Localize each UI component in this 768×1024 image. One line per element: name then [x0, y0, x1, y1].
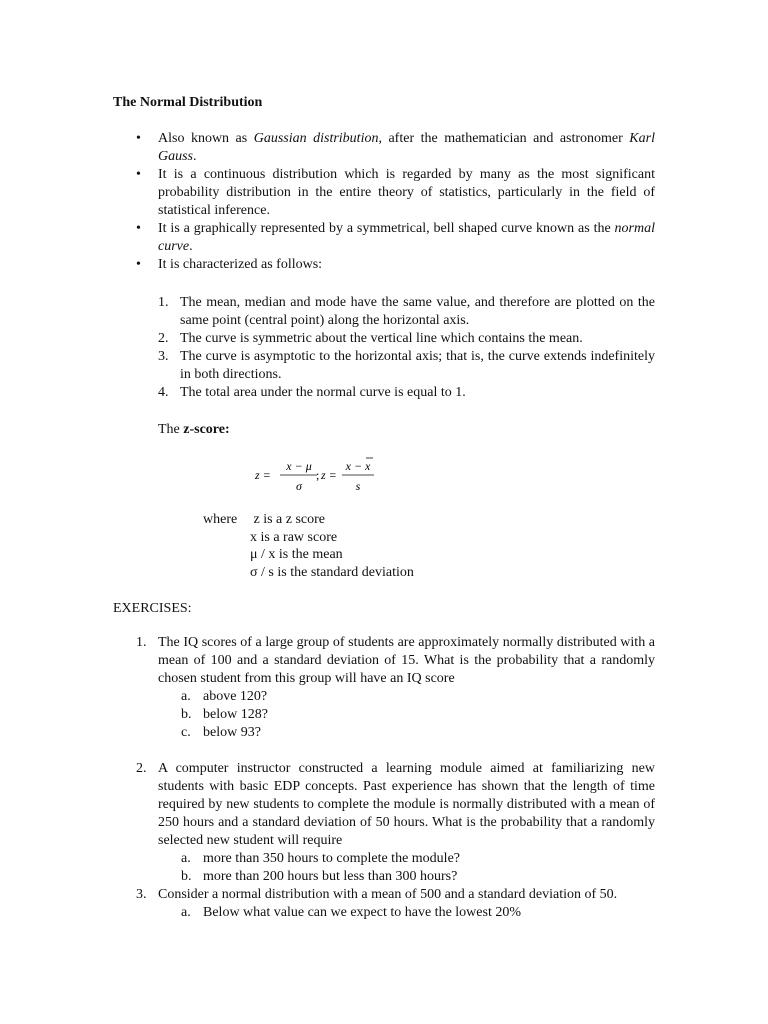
definition-sd: σ / s is the standard deviation	[250, 564, 414, 580]
bullet-text: , after the mathematician and astronomer	[378, 131, 630, 146]
bullet-icon: •	[136, 131, 141, 146]
exercise-item	[136, 634, 655, 742]
exercise-subitem	[181, 688, 655, 706]
subitem-text: Below what value can we expect to have the lowest 20%	[203, 905, 522, 920]
formula-separator: ;	[316, 468, 320, 482]
emphasis-text: normal curve	[158, 221, 655, 254]
exercise-text: A computer instructor constructed a learning module aimed at familiarizing new students with basic EDP concepts. Past experience has shown that the length of time required by new students to complete the module is normally distributed with a mean of 250 hours and a standard deviation of 50 hours. What is the probability that a randomly selected new student will require	[158, 761, 655, 848]
formula-denominator-1: σ	[296, 479, 302, 493]
definition-z: z is a z score	[253, 512, 326, 527]
exercise-subitem	[181, 724, 655, 742]
formula-denominator-2: s	[355, 479, 361, 493]
exercise-text: Consider a normal distribution with a mean of 500 and a standard deviation of 50.	[158, 887, 618, 902]
exercise-number: 2.	[136, 761, 147, 776]
bullet-list	[136, 130, 655, 274]
item-number: 1.	[158, 295, 169, 310]
zscore-label: z-score:	[183, 422, 230, 437]
bullet-text: It is characterized as follows:	[158, 257, 323, 272]
bullet-text: Also known as	[158, 131, 254, 146]
bullet-text: It is a graphically represented by a symmetrical, bell shaped curve known as the	[158, 221, 615, 236]
exercise-subitem	[181, 904, 655, 922]
subitem-letter: b.	[181, 707, 192, 722]
bullet-text: It is a continuous distribution which is regarded by many as the most significant probability distribution in the entire theory of statistics, particularly in the field of statistical inference.	[158, 167, 655, 218]
formula-lhs-2: z =	[321, 468, 337, 482]
zscore-prefix: The	[158, 422, 184, 437]
characteristic-item	[158, 384, 655, 402]
bullet-text: .	[189, 239, 193, 254]
subitem-letter: a.	[181, 905, 191, 920]
exercise-subitem	[181, 868, 655, 886]
bullet-icon: •	[136, 257, 141, 272]
emphasis-text: Karl Gauss	[158, 131, 655, 164]
zscore-heading	[158, 421, 230, 439]
exercise-subitem	[181, 850, 655, 868]
subitem-letter: b.	[181, 869, 192, 884]
item-number: 3.	[158, 349, 169, 364]
where-label: where	[203, 512, 238, 527]
exercise-subitem	[181, 706, 655, 724]
definition-x: x is a raw score	[250, 529, 338, 545]
emphasis-text: Gaussian distribution	[253, 131, 379, 146]
characteristics-list	[158, 294, 655, 402]
zscore-formula	[255, 456, 395, 496]
characteristic-item	[158, 294, 655, 330]
subitem-letter: c.	[181, 725, 191, 740]
subitem-text: below 128?	[203, 707, 268, 722]
item-number: 4.	[158, 385, 169, 400]
bullet-item	[136, 130, 655, 166]
subitem-text: more than 200 hours but less than 300 hours?	[203, 869, 458, 884]
subitem-letter: a.	[181, 689, 191, 704]
item-text: The curve is symmetric about the vertical line which contains the mean.	[180, 331, 583, 346]
bullet-icon: •	[136, 221, 141, 236]
formula-lhs-1: z =	[255, 468, 271, 482]
definition-mean: μ / x is the mean	[250, 547, 343, 562]
bullet-item	[136, 220, 655, 256]
exercise-item	[136, 760, 655, 886]
item-text: The total area under the normal curve is equal to 1.	[180, 385, 466, 400]
subitem-text: below 93?	[203, 725, 261, 740]
definitions-list	[250, 511, 414, 581]
exercise-item	[136, 886, 655, 922]
characteristic-item	[158, 348, 655, 384]
exercise-text: The IQ scores of a large group of students are approximately normally distributed with a mean of 100 and a standard deviation of 15. What is the probability that a randomly chosen student from this group will have an IQ score	[158, 635, 655, 686]
exercise-number: 1.	[136, 635, 147, 650]
item-text: The mean, median and mode have the same value, and therefore are plotted on the same point (central point) along the horizontal axis.	[180, 295, 655, 328]
bullet-text: .	[193, 149, 197, 164]
exercises-heading: EXERCISES:	[113, 601, 192, 616]
exercise-number: 3.	[136, 887, 147, 902]
subitem-letter: a.	[181, 851, 191, 866]
subitem-text: more than 350 hours to complete the module?	[203, 851, 460, 866]
formula-numerator-1: x − μ	[286, 459, 312, 473]
subitem-text: above 120?	[203, 689, 268, 704]
bullet-item	[136, 256, 655, 274]
characteristic-item	[158, 330, 655, 348]
item-number: 2.	[158, 331, 169, 346]
item-text: The curve is asymptotic to the horizontal axis; that is, the curve extends indefinitely in both directions.	[180, 349, 655, 382]
bullet-item	[136, 166, 655, 220]
formula-numerator-2: x − x	[345, 459, 371, 473]
bullet-icon: •	[136, 167, 141, 182]
page-title: The Normal Distribution	[113, 95, 263, 110]
